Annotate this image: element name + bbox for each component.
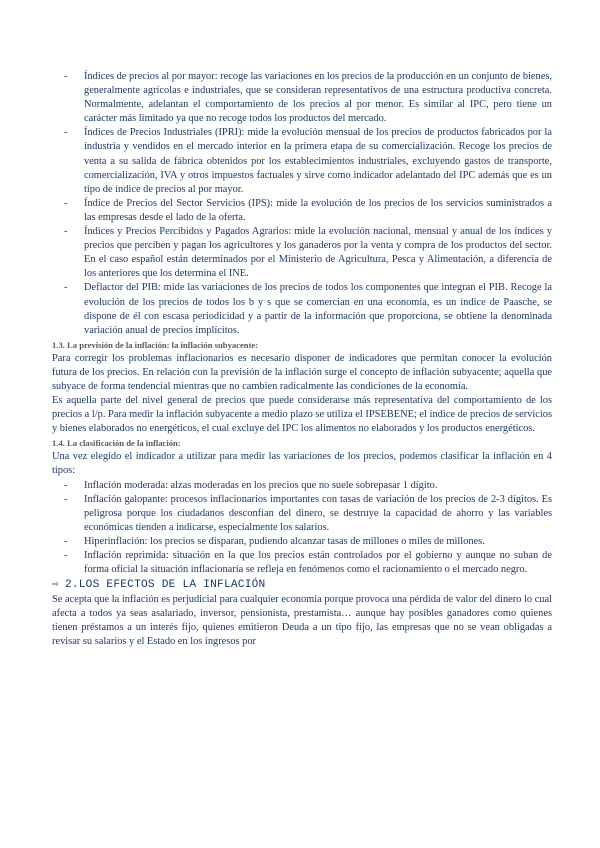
paragraph: Se acepta que la inflación es perjudicial para cualquier economía porque provoca una pérdida de valor del dinero lo cual afecta a todos ya seas asalariado, inversor, pensionista, prestamista… aunque hay posibles ganadores como quienes tienen préstamos a un interés fijo, quienes emitieron Deuda a un tipo fijo, las empresas que no se vean obligadas a revisar su salarios y el Estado en los ingresos por (52, 594, 552, 648)
price-index-list (52, 70, 552, 338)
arrow-right-icon: ⇨ (52, 579, 59, 592)
dash-bullet: - (64, 535, 68, 547)
list-item (52, 126, 552, 196)
paragraph: Una vez elegido el indicador a utilizar para medir las variaciones de los precios, podemos clasificar la inflación en 4 tipos: (52, 451, 552, 477)
inflation-types-list (52, 479, 552, 578)
list-item (52, 281, 552, 337)
list-item-text: Deflactor del PIB: mide las variaciones de los precios de todos los componentes que integran el PIB. Recoge la evolución de los precios de todos los b y s que se comercian en una economía, es un índice de Paasche, se dispone de él con escasa periodicidad y a partir de la información que proporciona, se obtiene la denominada variación anual de precios implícitos. (84, 282, 552, 336)
list-item-text: Inflación moderada: alzas moderadas en los precios que no suele sobrepasar 1 dígito. (84, 479, 438, 491)
dash-bullet: - (64, 493, 68, 505)
list-item (52, 225, 552, 281)
paragraph: Es aquella parte del nivel general de precios que puede considerarse más representativa del comportamiento de los precios a l/p. Para medir la inflación subyacente a medio plazo se utiliza el IPSEBENE; el índice de precios de servicios y bienes elaborados no energéticos, el cual excluye del IPC los alimentos no elaborados y los productos energéticos. (52, 395, 552, 435)
dash-bullet: - (64, 479, 68, 491)
list-item-text: Índices y Precios Percibidos y Pagados Agrarios: mide la evolución nacional, mensual y anual de los índices y precios que perciben y pagan los agricultores y los ganaderos por la venta y compra de los productos del sector. En el caso español están determinados por el Ministerio de Agricultura, Pesca y Alimentación, a diferencia de los anteriores que los determina el INE. (84, 226, 552, 280)
list-item (52, 493, 552, 535)
heading-1-4: 1.4. La clasificación de la inflación: (52, 438, 181, 449)
section-title (52, 577, 552, 593)
list-item (52, 70, 552, 126)
list-item-text: Hiperinflación: los precios se disparan, pudiendo alcanzar tasas de millones o miles de millones. (84, 535, 485, 547)
list-item-text: Índices de Precios Industriales (IPRI): mide la evolución mensual de los precios de productos fabricados por la industria y vendidos en el mercado interior en la primera etapa de su comercialización. Recoge los precios de venta a su salida de fábrica obtenidos por los establecimientos industriales, excluyendo gastos de transporte, comercialización, IVA y otros impuestos factuales y sirve como indicador adelantado del IPC además que es un tipo de índice de precios al por mayor. (84, 127, 552, 195)
section-title-text: 2.LOS EFECTOS DE LA INFLACIÓN (64, 579, 266, 592)
dash-bullet: - (64, 226, 68, 238)
paragraph: Para corregir los problemas inflacionarios es necesario disponer de indicadores que permitan conocer la evolución futura de los precios. En relación con la previsión de la inflación surge el concepto de inflación subyacente; aquella que subyace de forma tendencial mientras que no cambien radicalmente las condiciones de la economía. (52, 352, 552, 392)
dash-bullet: - (64, 550, 68, 561)
dash-bullet: - (64, 282, 68, 294)
list-item-text: Inflación galopante: procesos inflacionarios importantes con tasas de variación de los precios de 2-3 dígitos. Es peligrosa porque los ciudadanos desconfían del dinero, se destruye la capacidad de ahorro y las variables económicas tienden a indicarse, especialmente los salarios. (84, 493, 552, 533)
list-item (52, 535, 552, 549)
dash-bullet: - (64, 127, 68, 139)
list-item-text: Inflación reprimida: situación en la que los precios están controlados por el gobierno y aunque no suban de forma oficial la situación inflacionaria se refleja en fenómenos como el racionamiento o el mercado negro. (84, 550, 552, 576)
list-item (52, 479, 552, 493)
list-item-text: Índice de Precios del Sector Servicios (IPS): mide la evolución de los precios de los servicios suministrados a las empresas desde el lado de la oferta. (84, 197, 552, 223)
heading-1-3: 1.3. La previsión de la inflación: la inflación subyacente: (52, 339, 259, 350)
dash-bullet: - (64, 71, 68, 82)
dash-bullet: - (64, 197, 68, 209)
list-item-text: Índices de precios al por mayor: recoge las variaciones en los precios de la producción en un conjunto de bienes, generalmente agrícolas e industriales, que se consideran representativos de una estructura productiva concreta. Normalmente, adelantan el comportamiento de los precios al por menor. Es similar al IPC, pero tiene un carácter más limitado ya que no recoge todos los productos del mercado. (84, 71, 552, 125)
list-item (52, 549, 552, 577)
list-item (52, 197, 552, 225)
